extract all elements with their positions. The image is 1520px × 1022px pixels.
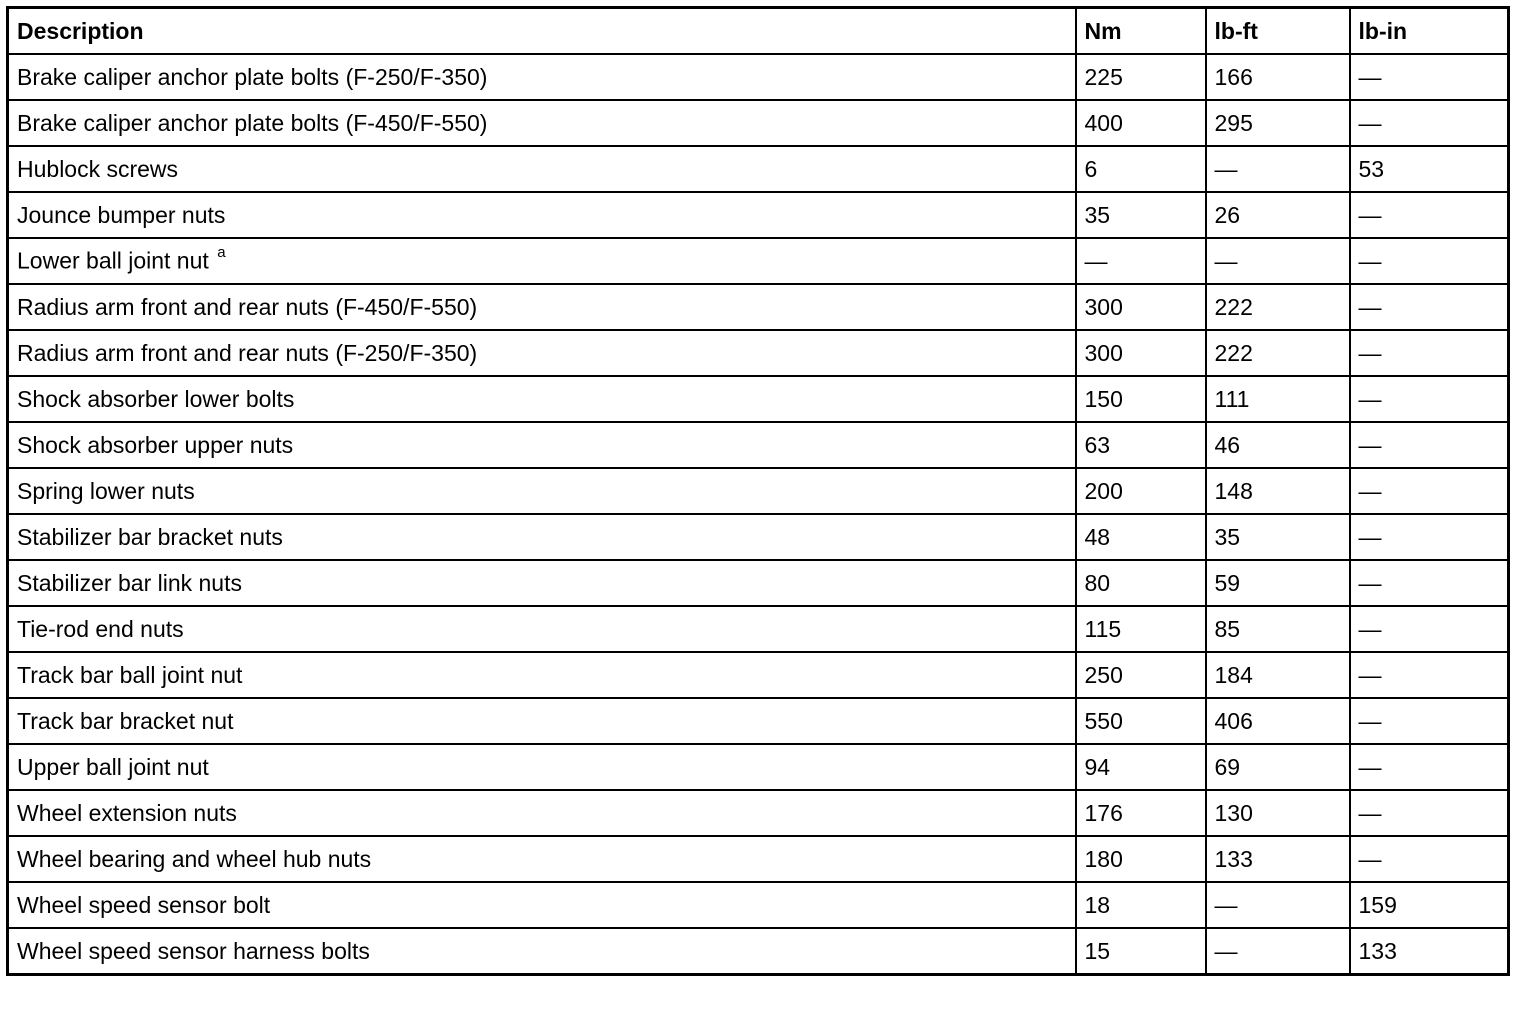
nm-cell: 48: [1076, 514, 1206, 560]
table-row: [8, 560, 1509, 606]
lbin-cell: —: [1350, 514, 1509, 560]
description-text: Tie-rod end nuts: [17, 615, 184, 642]
footnote-marker: a: [217, 244, 226, 262]
lbft-cell: 222: [1206, 330, 1350, 376]
table-row: [8, 54, 1509, 100]
header-row: [8, 8, 1509, 55]
column-header-description: Description: [8, 8, 1076, 55]
nm-cell: 300: [1076, 284, 1206, 330]
lbft-cell: 35: [1206, 514, 1350, 560]
description-cell: [8, 422, 1076, 468]
lbin-cell: —: [1350, 284, 1509, 330]
nm-cell: 300: [1076, 330, 1206, 376]
lbft-cell: —: [1206, 928, 1350, 975]
lbin-cell: —: [1350, 836, 1509, 882]
nm-cell: 94: [1076, 744, 1206, 790]
description-cell: [8, 514, 1076, 560]
lbin-cell: 133: [1350, 928, 1509, 975]
description-cell: [8, 882, 1076, 928]
nm-cell: 15: [1076, 928, 1206, 975]
torque-spec-table: [6, 6, 1510, 976]
description-text: Wheel extension nuts: [17, 799, 237, 826]
description-cell: [8, 54, 1076, 100]
description-cell: [8, 146, 1076, 192]
table-row: [8, 606, 1509, 652]
nm-cell: 550: [1076, 698, 1206, 744]
lbin-cell: —: [1350, 606, 1509, 652]
lbft-cell: 184: [1206, 652, 1350, 698]
lbft-cell: 130: [1206, 790, 1350, 836]
lbin-cell: —: [1350, 192, 1509, 238]
table-row: [8, 698, 1509, 744]
description-cell: [8, 790, 1076, 836]
description-cell: [8, 836, 1076, 882]
description-cell: [8, 652, 1076, 698]
lbin-cell: —: [1350, 560, 1509, 606]
lbft-cell: —: [1206, 146, 1350, 192]
table-row: [8, 928, 1509, 975]
lbft-cell: 133: [1206, 836, 1350, 882]
description-text: Lower ball joint nut: [17, 247, 209, 274]
table-row: [8, 744, 1509, 790]
nm-cell: 200: [1076, 468, 1206, 514]
lbft-cell: 166: [1206, 54, 1350, 100]
lbft-cell: 26: [1206, 192, 1350, 238]
table-row: [8, 836, 1509, 882]
lbin-cell: —: [1350, 698, 1509, 744]
description-text: Radius arm front and rear nuts (F-450/F-550): [17, 293, 478, 320]
lbin-cell: —: [1350, 330, 1509, 376]
lbft-cell: 85: [1206, 606, 1350, 652]
lbin-cell: —: [1350, 652, 1509, 698]
description-cell: [8, 238, 1076, 284]
description-cell: [8, 192, 1076, 238]
description-cell: [8, 606, 1076, 652]
lbin-cell: 53: [1350, 146, 1509, 192]
lbft-cell: 111: [1206, 376, 1350, 422]
nm-cell: 35: [1076, 192, 1206, 238]
table-body: [8, 54, 1509, 975]
nm-cell: 6: [1076, 146, 1206, 192]
table-row: [8, 192, 1509, 238]
table-row: [8, 422, 1509, 468]
lbin-cell: —: [1350, 376, 1509, 422]
table-header: [8, 8, 1509, 55]
nm-cell: 150: [1076, 376, 1206, 422]
lbin-cell: —: [1350, 468, 1509, 514]
description-cell: [8, 928, 1076, 975]
table-row: [8, 514, 1509, 560]
description-text: Wheel speed sensor harness bolts: [17, 937, 370, 964]
description-text: Wheel speed sensor bolt: [17, 891, 271, 918]
table-row: [8, 284, 1509, 330]
lbin-cell: —: [1350, 422, 1509, 468]
description-text: Wheel bearing and wheel hub nuts: [17, 845, 372, 872]
lbft-cell: 69: [1206, 744, 1350, 790]
description-cell: [8, 376, 1076, 422]
table-row: [8, 100, 1509, 146]
description-text: Jounce bumper nuts: [17, 201, 226, 228]
description-cell: [8, 468, 1076, 514]
description-text: Shock absorber upper nuts: [17, 431, 294, 458]
description-text: Track bar ball joint nut: [17, 661, 243, 688]
lbft-cell: 59: [1206, 560, 1350, 606]
lbft-cell: 148: [1206, 468, 1350, 514]
description-cell: [8, 100, 1076, 146]
nm-cell: 63: [1076, 422, 1206, 468]
table-row: [8, 652, 1509, 698]
table-row: [8, 882, 1509, 928]
description-text: Brake caliper anchor plate bolts (F-250/F-350): [17, 63, 488, 90]
lbin-cell: —: [1350, 744, 1509, 790]
column-header-lbft: lb-ft: [1206, 8, 1350, 55]
description-cell: [8, 560, 1076, 606]
lbft-cell: 222: [1206, 284, 1350, 330]
nm-cell: 176: [1076, 790, 1206, 836]
description-text: Upper ball joint nut: [17, 753, 209, 780]
description-cell: [8, 698, 1076, 744]
table-row: [8, 790, 1509, 836]
lbft-cell: 295: [1206, 100, 1350, 146]
nm-cell: —: [1076, 238, 1206, 284]
table-row: [8, 376, 1509, 422]
description-cell: [8, 330, 1076, 376]
table-row: [8, 238, 1509, 284]
nm-cell: 225: [1076, 54, 1206, 100]
column-header-lbin: lb-in: [1350, 8, 1509, 55]
table-row: [8, 146, 1509, 192]
nm-cell: 18: [1076, 882, 1206, 928]
lbin-cell: —: [1350, 100, 1509, 146]
description-text: Stabilizer bar link nuts: [17, 569, 242, 596]
description-text: Stabilizer bar bracket nuts: [17, 523, 283, 550]
lbft-cell: 406: [1206, 698, 1350, 744]
table-row: [8, 330, 1509, 376]
description-text: Shock absorber lower bolts: [17, 385, 295, 412]
lbin-cell: —: [1350, 54, 1509, 100]
table-row: [8, 468, 1509, 514]
nm-cell: 400: [1076, 100, 1206, 146]
description-text: Spring lower nuts: [17, 477, 195, 504]
description-text: Track bar bracket nut: [17, 707, 234, 734]
nm-cell: 180: [1076, 836, 1206, 882]
description-text: Radius arm front and rear nuts (F-250/F-350): [17, 339, 478, 366]
lbin-cell: —: [1350, 238, 1509, 284]
nm-cell: 115: [1076, 606, 1206, 652]
column-header-nm: Nm: [1076, 8, 1206, 55]
description-text: Brake caliper anchor plate bolts (F-450/F-550): [17, 109, 488, 136]
nm-cell: 250: [1076, 652, 1206, 698]
lbft-cell: —: [1206, 238, 1350, 284]
description-text: Hublock screws: [17, 155, 179, 182]
nm-cell: 80: [1076, 560, 1206, 606]
lbin-cell: —: [1350, 790, 1509, 836]
description-cell: [8, 284, 1076, 330]
lbin-cell: 159: [1350, 882, 1509, 928]
lbft-cell: 46: [1206, 422, 1350, 468]
description-cell: [8, 744, 1076, 790]
lbft-cell: —: [1206, 882, 1350, 928]
